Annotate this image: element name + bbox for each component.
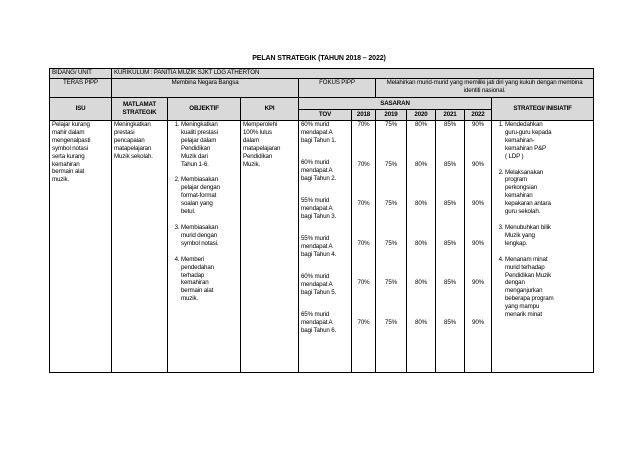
isu-cell: Pelajar kurang mahir dalam mengenalpasti symbol notasi serta kurang kemahiran bermain alat muzik.: [50, 121, 112, 373]
objektif-list: [170, 121, 238, 303]
tov-cell: [299, 121, 352, 373]
target-value: 90%: [472, 239, 484, 247]
header-year-2022: 2022: [465, 110, 492, 121]
target-value: 75%: [385, 160, 397, 168]
target-2021-cell: [436, 121, 465, 373]
bidang-label: BIDANG/ UNIT: [50, 69, 112, 79]
target-value: 90%: [472, 200, 484, 207]
target-value: 75%: [385, 121, 397, 128]
target-value: 75%: [385, 318, 397, 326]
target-value: 70%: [357, 160, 370, 168]
document-title: PELAN STRATEGIK (TAHUN 2018 – 2022): [252, 55, 386, 62]
header-isu: ISU: [50, 98, 112, 121]
tov-entry: 55% murid mendapat A bagi Tahun 3.: [301, 197, 337, 220]
tov-entry: 60% murid mendapat A bagi Tahun 1.: [301, 121, 337, 144]
header-tov: TOV: [299, 110, 352, 121]
target-value: 85%: [444, 160, 456, 168]
header-objektif: OBJEKTIF: [168, 98, 241, 121]
bidang-row: [50, 69, 594, 79]
strategi-item: 4. Menanam minat murid terhadap Pendidikan Muzik dengan menganjurkan beberapa program yang mampu menarik minat: [505, 256, 591, 319]
objektif-item: 4. Memberi pendedahan terhadap kemahiran bermain alat muzik.: [181, 256, 238, 303]
header-year-2019: 2019: [376, 110, 407, 121]
target-value: 80%: [415, 318, 427, 326]
strategi-item: 1. Mendedahkan guru-guru kepada kemahiran- kemahiran P&P ( LDP ): [505, 121, 591, 161]
target-value: 90%: [472, 121, 484, 128]
target-value: 80%: [415, 239, 427, 247]
objektif-item: 3. Membiasakan murid dengan symbol notasi.: [181, 224, 238, 248]
tov-entry: 60% murid mendapat A bagi Tahun 2.: [301, 159, 337, 182]
objektif-item: 1. Meningkatkan kualiti prestasi pelajar dalam Pendidikan Muzik dari Tahun 1-6.: [181, 121, 238, 168]
target-value: 85%: [444, 200, 456, 207]
tov-entry: 65% murid mendapat A bagi Tahun 6.: [301, 311, 337, 334]
target-value: 70%: [357, 200, 370, 207]
target-value: 85%: [444, 121, 456, 128]
target-value: 80%: [415, 200, 427, 207]
target-value: 90%: [472, 279, 484, 286]
target-value: 70%: [357, 121, 370, 128]
strategi-item: 2. Melaksanakan program perkongsian kemahiran kepakaran antara guru sekolah.: [505, 169, 591, 216]
tov-entry: 60% murid mendapat A bagi Tahun 5.: [301, 273, 337, 296]
header-strategi: STRATEGI/ INISIATIF: [492, 98, 594, 121]
plan-body-row: [50, 121, 594, 373]
target-value: 85%: [444, 279, 456, 286]
target-value: 75%: [385, 200, 397, 207]
target-value: 70%: [357, 279, 370, 286]
target-2019-cell: [376, 121, 407, 373]
target-value: 90%: [472, 160, 484, 168]
fokus-value: Melahirkan murid-murid yang memiliki jati diri yang kukuh dengan membina identiti nasional.: [376, 79, 594, 98]
header-kpi: KPI: [241, 98, 299, 121]
teras-value: Membina Negara Bangsa: [112, 79, 299, 98]
target-value: 70%: [357, 239, 370, 247]
header-year-2021: 2021: [436, 110, 465, 121]
header-year-2018: 2018: [352, 110, 376, 121]
strategi-cell: [492, 121, 594, 373]
target-value: 75%: [385, 279, 397, 286]
target-2020-cell: [407, 121, 436, 373]
objektif-cell: [168, 121, 241, 373]
strategi-list: [494, 121, 591, 319]
header-matlamat: MATLAMAT STRATEGIK: [112, 98, 168, 121]
target-value: 75%: [385, 239, 397, 247]
fokus-label: FOKUS PIPP: [299, 79, 376, 98]
target-value: 70%: [357, 318, 370, 326]
kpi-cell: Memperolehi 100% lulus dalam matapelajaran Pendidikan Muzik.: [241, 121, 299, 373]
tov-entry: 55% murid mendapat A bagi Tahun 4.: [301, 235, 337, 258]
strategi-item: 3. Menubuhkan bilik Muzik yang lengkap.: [505, 224, 591, 248]
strategic-plan-table: [49, 68, 594, 373]
header-year-2020: 2020: [407, 110, 436, 121]
target-2018-cell: [352, 121, 376, 373]
header-sasaran: SASARAN: [299, 98, 492, 110]
target-value: 90%: [472, 318, 484, 326]
target-value: 80%: [415, 160, 427, 168]
target-value: 85%: [444, 318, 456, 326]
bidang-value: KURIKULUM : PANITIA MUZIK SJKT LDG ATHERTON: [112, 69, 594, 79]
target-value: 85%: [444, 239, 456, 247]
objektif-item: 2. Membiasakan pelajar dengan format-format soalan yang betul.: [181, 176, 238, 216]
teras-row: [50, 79, 594, 98]
target-value: 80%: [415, 121, 427, 128]
target-value: 80%: [415, 279, 427, 286]
target-2022-cell: [465, 121, 492, 373]
header-row: [50, 98, 594, 110]
teras-label: TERAS PIPP: [50, 79, 112, 98]
matlamat-cell: Meningkatkan prestasi pencapaian matapelajaran Muzik sekolah.: [112, 121, 168, 373]
